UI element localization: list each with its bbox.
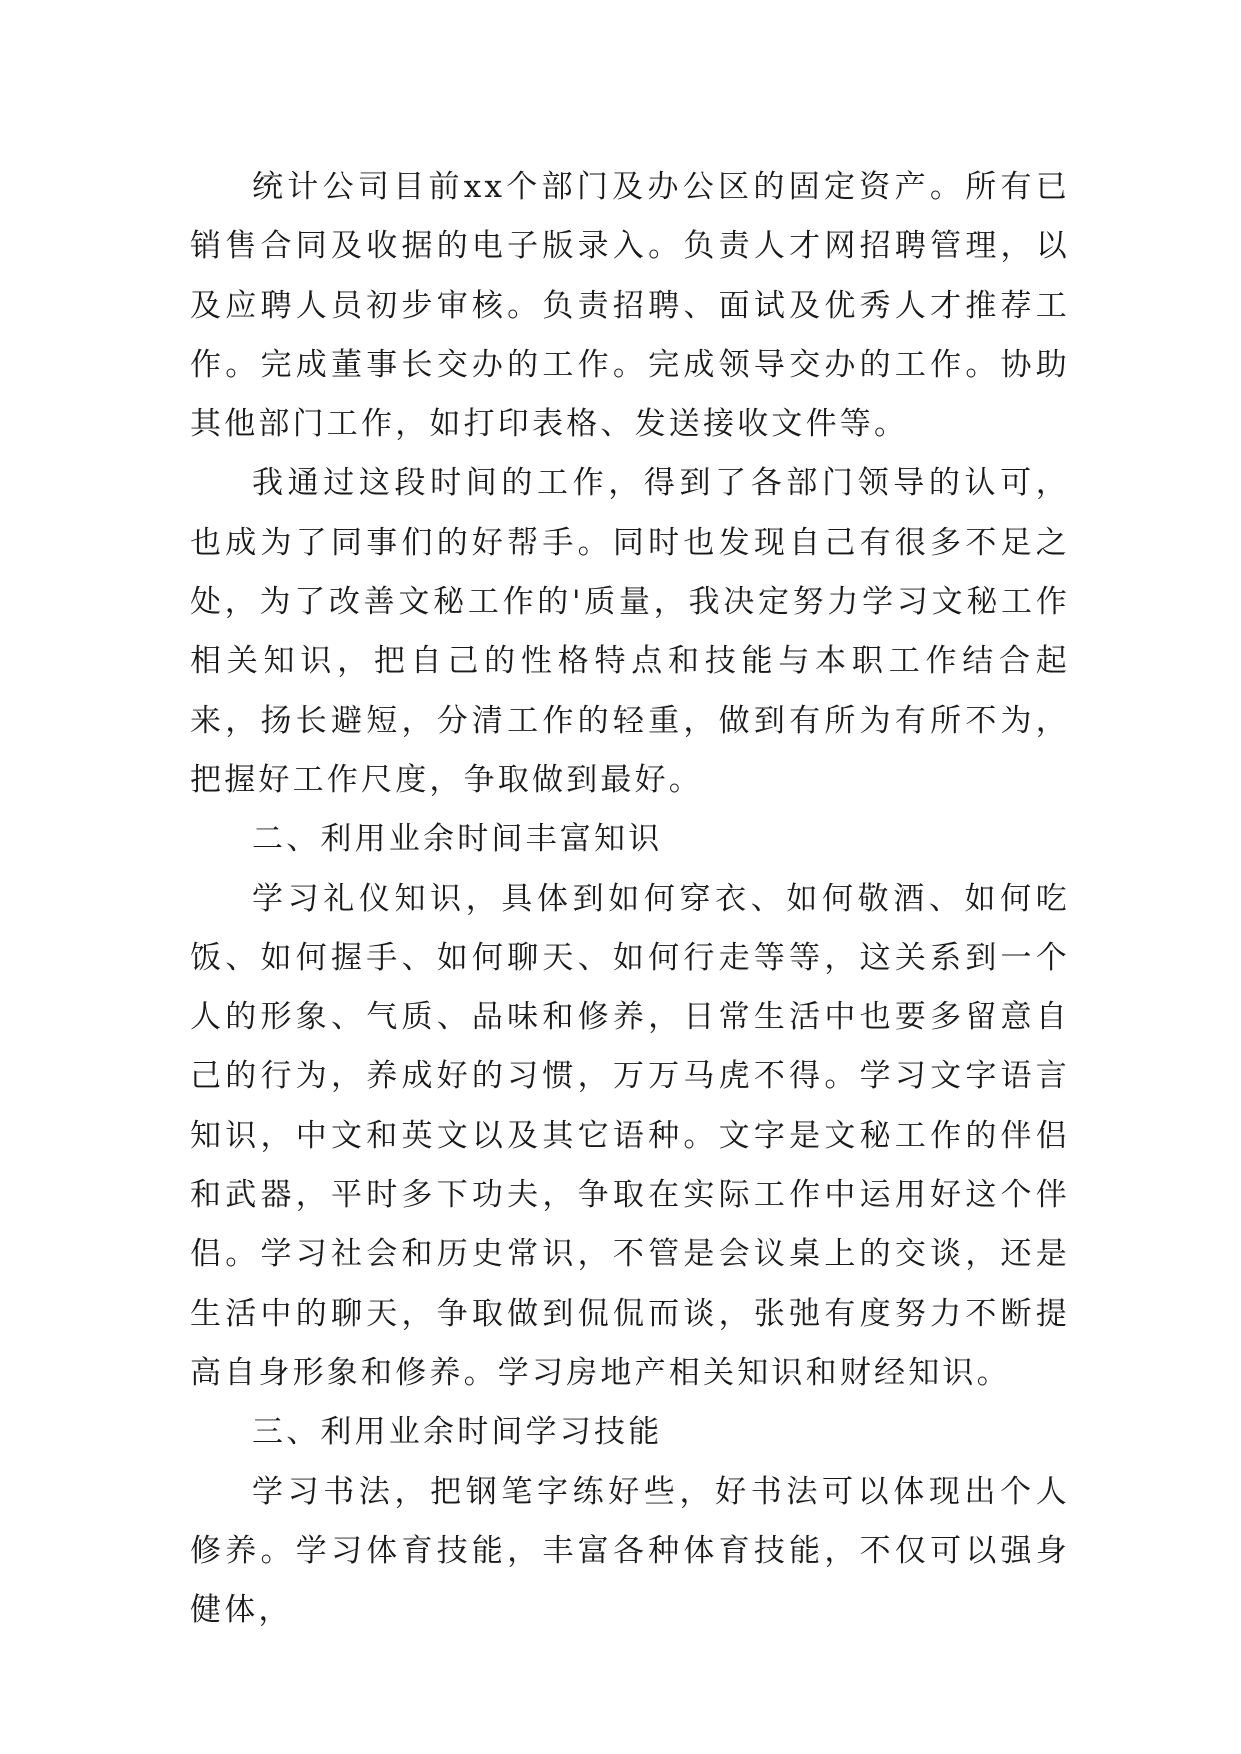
paragraph-assets-recruitment: 统计公司目前xx个部门及办公区的固定资产。所有已销售合同及收据的电子版录入。负责人才网招聘管理，以及应聘人员初步审核。负责招聘、面试及优秀人才推荐工作。完成董事长交办的工作。完成领导交办的工作。协助其他部门工作，如打印表格、发送接收文件等。: [190, 169, 1070, 443]
paragraph-work-reflection: 我通过这段时间的工作，得到了各部门领导的认可，也成为了同事们的好帮手。同时也发现自己有很多不足之处，为了改善文秘工作的'质量，我决定努力学习文秘工作相关知识，把自己的性格特点和技能与本职工作结合起来，扬长避短，分清工作的轻重，做到有所为有所不为，把握好工作尺度，争取做到最好。: [190, 465, 1070, 798]
document-page: [190, 158, 1070, 1640]
section-heading-enrich-knowledge: 二、利用业余时间丰富知识: [252, 821, 663, 858]
section-heading-learn-skills: 三、利用业余时间学习技能: [252, 1414, 663, 1451]
paragraph-calligraphy-sports: 学习书法，把钢笔字练好些，好书法可以体现出个人修养。学习体育技能，丰富各种体育技能，不仅可以强身健体，: [190, 1473, 1070, 1629]
paragraph-etiquette-knowledge: 学习礼仪知识，具体到如何穿衣、如何敬酒、如何吃饭、如何握手、如何聊天、如何行走等等，这关系到一个人的形象、气质、品味和修养，日常生活中也要多留意自己的行为，养成好的习惯，万万马虎不得。学习文字语言知识，中文和英文以及其它语种。文字是文秘工作的伴侣和武器，平时多下功夫，争取在实际工作中运用好这个伴侣。学习社会和历史常识，不管是会议桌上的交谈，还是生活中的聊天，争取做到侃侃而谈，张弛有度努力不断提高自身形象和修养。学习房地产相关知识和财经知识。: [190, 880, 1070, 1391]
